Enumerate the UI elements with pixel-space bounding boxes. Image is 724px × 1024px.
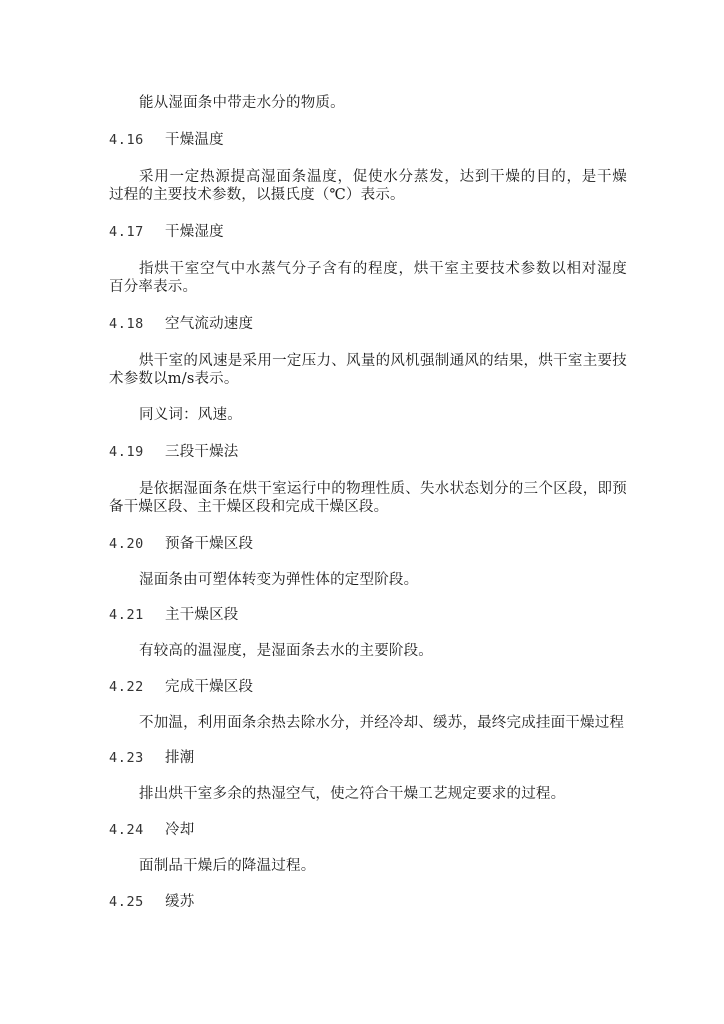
- term-name: 空气流动速度: [165, 316, 254, 332]
- term-heading-4-22: [109, 678, 253, 696]
- term-name: 缓苏: [165, 894, 195, 910]
- definition-line: 湿面条由可塑体转变为弹性体的定型阶段。: [139, 572, 419, 588]
- term-heading-4-20: [109, 535, 253, 553]
- definition-line: 烘干室的风速是采用一定压力、风量的风机强制通风的结果，烘干室主要技: [139, 353, 627, 369]
- term-number: 4.20: [109, 536, 144, 552]
- definition-line: 采用一定热源提高湿面条温度，促使水分蒸发，达到干燥的目的，是干燥: [139, 169, 627, 185]
- definition-line: 是依据湿面条在烘干室运行中的物理性质、失水状态划分的三个区段，即预: [139, 481, 627, 497]
- definition-line: 过程的主要技术参数，以摄氏度（℃）表示。: [109, 187, 405, 203]
- term-name: 冷却: [165, 822, 195, 838]
- term-number: 4.17: [109, 224, 144, 240]
- term-heading-4-16: [109, 131, 224, 149]
- synonym-line: 同义词：风速。: [139, 407, 242, 423]
- term-number: 4.22: [109, 679, 144, 695]
- definition-line: 不加温，利用面条余热去除水分，并经冷却、缓苏，最终完成挂面干燥过程: [139, 715, 625, 731]
- term-number: 4.25: [109, 894, 144, 910]
- term-name: 干燥湿度: [165, 224, 224, 240]
- term-name: 干燥温度: [165, 132, 224, 148]
- term-number: 4.21: [109, 607, 144, 623]
- definition-line: 术参数以m/s表示。: [109, 371, 239, 387]
- term-number: 4.18: [109, 316, 144, 332]
- intro-paragraph: 能从湿面条中带走水分的物质。: [139, 95, 345, 111]
- term-heading-4-19: [109, 443, 239, 461]
- term-heading-4-23: [109, 749, 194, 767]
- term-name: 排潮: [165, 750, 195, 766]
- definition-line: 有较高的温湿度，是湿面条去水的主要阶段。: [139, 643, 433, 659]
- term-heading-4-17: [109, 223, 224, 241]
- term-heading-4-25: [109, 893, 194, 911]
- term-heading-4-24: [109, 821, 194, 839]
- term-heading-4-18: [109, 315, 253, 333]
- term-name: 三段干燥法: [165, 444, 239, 460]
- term-name: 主干燥区段: [165, 607, 239, 623]
- definition-line: 百分率表示。: [109, 279, 198, 295]
- term-number: 4.19: [109, 444, 144, 460]
- term-number: 4.24: [109, 822, 144, 838]
- definition-line: 面制品干燥后的降温过程。: [139, 858, 316, 874]
- term-name: 预备干燥区段: [165, 536, 254, 552]
- definition-line: 指烘干室空气中水蒸气分子含有的程度，烘干室主要技术参数以相对湿度: [139, 261, 627, 277]
- term-heading-4-21: [109, 606, 239, 624]
- term-number: 4.16: [109, 132, 144, 148]
- term-number: 4.23: [109, 750, 144, 766]
- term-name: 完成干燥区段: [165, 679, 254, 695]
- definition-line: 备干燥区段、主干燥区段和完成干燥区段。: [109, 499, 389, 515]
- definition-line: 排出烘干室多余的热湿空气，使之符合干燥工艺规定要求的过程。: [139, 786, 566, 802]
